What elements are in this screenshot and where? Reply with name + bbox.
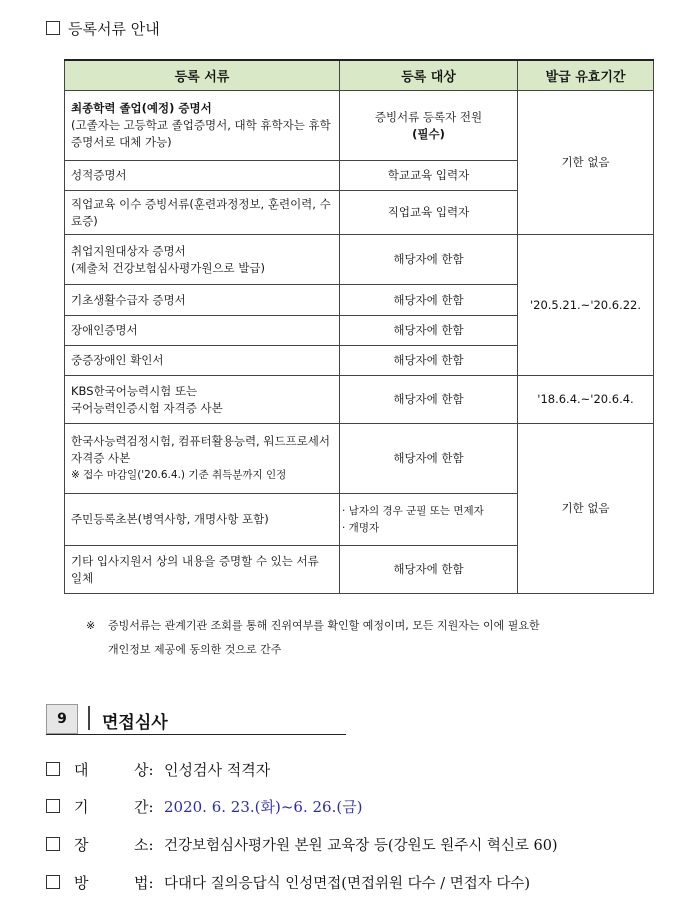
doc-name: 취업지원대상자 증명서 <box>71 243 186 258</box>
checkbox-icon <box>46 762 60 776</box>
doc-name: KBS한국어능력시험 또는 <box>71 383 198 398</box>
detail-value: 인성검사 적격자 <box>164 761 271 779</box>
doc-sub: (제출처 건강보험심사평가원으로 발급) <box>71 260 266 275</box>
table-row <box>65 91 654 161</box>
doc-name: 한국사능력검정시험, 컴퓨터활용능력, 워드프로세서 자격증 사본 <box>71 434 331 465</box>
doc-cell: 장애인증명서 <box>65 316 340 346</box>
target-cell <box>340 494 518 546</box>
table-row <box>65 376 654 424</box>
table-row <box>65 235 654 285</box>
target-cell: 해당자에 한함 <box>340 424 518 494</box>
target-text: 증빙서류 등록자 전원 <box>374 109 483 124</box>
target-cell: 직업교육 입력자 <box>340 191 518 235</box>
target-cell: 해당자에 한함 <box>340 376 518 424</box>
note-text-1: 증빙서류는 관계기관 조회를 통해 진위여부를 확인할 예정이며, 모든 지원자는 이에 필요한 <box>108 619 540 632</box>
doc-cell: 중증장애인 확인서 <box>65 346 340 376</box>
header-doc: 등록 서류 <box>65 60 340 91</box>
doc-cell: 성적증명서 <box>65 161 340 191</box>
section-title: 면접심사 <box>102 713 168 733</box>
detail-label-2: 상: <box>134 761 154 779</box>
doc-sub: (고졸자는 고등학교 졸업증명서, 대학 휴학자는 휴학증명서로 대체 가능) <box>71 118 331 149</box>
checkbox-icon <box>46 875 60 889</box>
doc-cell <box>65 376 340 424</box>
section-heading <box>46 18 160 39</box>
validity-cell: 기한 없음 <box>518 424 654 594</box>
heading-text: 등록서류 안내 <box>68 20 160 38</box>
doc-sub: 국어능력인증시험 자격증 사본 <box>71 400 223 415</box>
header-validity: 발급 유효기간 <box>518 60 654 91</box>
detail-label-1: 대 <box>74 761 89 779</box>
doc-cell <box>65 91 340 161</box>
target-cell: 해당자에 한함 <box>340 285 518 316</box>
checkbox-icon <box>46 837 60 851</box>
doc-cell: 직업교육 이수 증빙서류(훈련과정정보, 훈련이력, 수료증) <box>65 191 340 235</box>
checkbox-icon <box>46 799 60 813</box>
detail-label-1: 기 <box>74 798 89 816</box>
doc-cell: 기타 입사지원서 상의 내용을 증명할 수 있는 서류 일체 <box>65 546 340 594</box>
detail-label-1: 장 <box>74 836 89 854</box>
note-mark: ※ <box>86 619 96 632</box>
documents-table <box>64 59 654 594</box>
header-target: 등록 대상 <box>340 60 518 91</box>
detail-label-2: 소: <box>134 836 154 854</box>
target-cell: 학교교육 입력자 <box>340 161 518 191</box>
table-row <box>65 424 654 494</box>
note-line-1 <box>86 614 666 638</box>
checkbox-icon <box>46 21 60 35</box>
validity-cell: '20.5.21.~'20.6.22. <box>518 235 654 376</box>
section-number: 9 <box>46 704 78 734</box>
target-text: · 남자의 경우 군필 또는 면제자 <box>342 504 484 517</box>
target-cell: 해당자에 한함 <box>340 346 518 376</box>
note-line-2: 개인정보 제공에 동의한 것으로 간주 <box>108 643 282 656</box>
doc-cell <box>65 424 340 494</box>
section-divider <box>88 706 90 730</box>
doc-cell: 주민등록초본(병역사항, 개명사항 포함) <box>65 494 340 546</box>
target-required: (필수) <box>412 126 445 141</box>
doc-sub: ※ 접수 마감일('20.6.4.) 기준 취득분까지 인정 <box>71 469 287 481</box>
target-cell: 해당자에 한함 <box>340 235 518 285</box>
detail-value: 건강보험심사평가원 본원 교육장 등(강원도 원주시 혁신로 60) <box>164 838 558 854</box>
target-text-2: · 개명자 <box>342 521 380 534</box>
table-header-row <box>65 60 654 91</box>
doc-cell <box>65 235 340 285</box>
target-cell <box>340 91 518 161</box>
detail-value: 다대다 질의응답식 인성면접(면접위원 다수 / 면접자 다수) <box>164 876 531 892</box>
detail-label-1: 방 <box>74 874 89 892</box>
section-header <box>46 704 346 735</box>
validity-cell: 기한 없음 <box>518 91 654 235</box>
detail-label-2: 법: <box>134 874 154 892</box>
table-note <box>86 614 666 662</box>
doc-name: 최종학력 졸업(예정) 증명서 <box>71 101 212 115</box>
detail-label-2: 간: <box>134 798 154 816</box>
validity-cell: '18.6.4.~'20.6.4. <box>518 376 654 424</box>
target-cell: 해당자에 한함 <box>340 316 518 346</box>
target-cell: 해당자에 한함 <box>340 546 518 594</box>
doc-cell: 기초생활수급자 증명서 <box>65 285 340 316</box>
detail-value: 2020. 6. 23.(화)~6. 26.(금) <box>164 798 363 816</box>
